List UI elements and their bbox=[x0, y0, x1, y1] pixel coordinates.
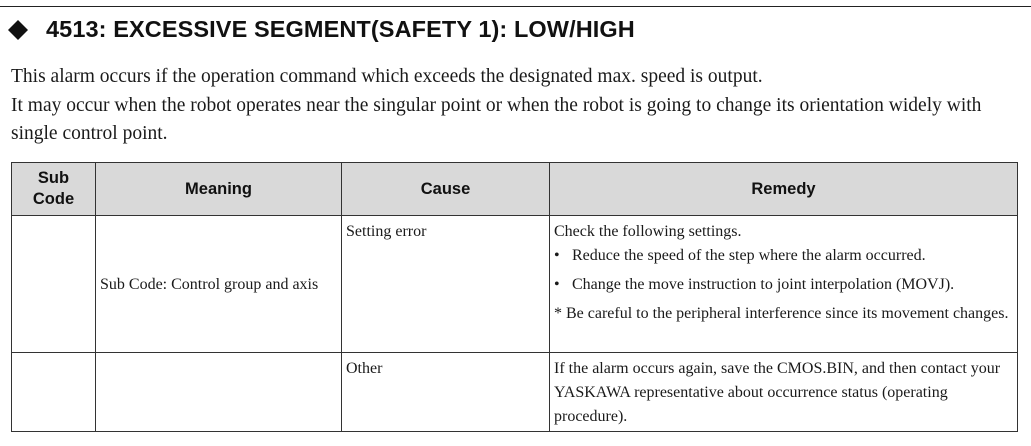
top-rule bbox=[0, 6, 1031, 7]
remedy-cell bbox=[550, 216, 1018, 353]
cause-cell: Setting error bbox=[342, 216, 550, 353]
remedy-intro: Check the following settings. bbox=[554, 223, 742, 240]
sub-code-cell bbox=[12, 353, 96, 432]
alarm-description bbox=[11, 63, 1021, 149]
header-meaning: Meaning bbox=[96, 163, 342, 216]
table-row bbox=[12, 353, 1018, 432]
remedy-bullet-text: Reduce the speed of the step where the alarm occurred. bbox=[572, 247, 926, 264]
header-sub-code-line1: Sub bbox=[37, 169, 70, 187]
header-cause: Cause bbox=[342, 163, 550, 216]
bullet-icon: • bbox=[554, 276, 560, 293]
remedy-bullet-text: Change the move instruction to joint interpolation (MOVJ). bbox=[572, 276, 955, 293]
alarm-title: 4513: EXCESSIVE SEGMENT(SAFETY 1): LOW/HIGH bbox=[46, 16, 635, 42]
header-sub-code-line2: Code bbox=[32, 190, 75, 208]
sub-code-cell bbox=[12, 216, 96, 353]
remedy-bullet bbox=[554, 244, 1013, 268]
remedy-cell: If the alarm occurs again, save the CMOS.BIN, and then contact your YASKAWA representative about occurrence status (operating procedure). bbox=[550, 353, 1018, 432]
cause-cell: Other bbox=[342, 353, 550, 432]
description-line-1: This alarm occurs if the operation command which exceeds the designated max. speed is output. bbox=[11, 66, 763, 87]
diamond-bullet-icon bbox=[8, 20, 28, 40]
alarm-heading bbox=[8, 16, 635, 43]
alarm-table bbox=[11, 162, 1018, 432]
meaning-cell: Sub Code: Control group and axis bbox=[96, 216, 342, 353]
table-header-row bbox=[12, 163, 1018, 216]
header-sub-code bbox=[12, 163, 96, 216]
remedy-bullet bbox=[554, 273, 1013, 297]
meaning-cell bbox=[96, 353, 342, 432]
description-line-2: It may occur when the robot operates near the singular point or when the robot is going to change its orientation widely with single control point. bbox=[11, 94, 982, 144]
header-remedy: Remedy bbox=[550, 163, 1018, 216]
table-row bbox=[12, 216, 1018, 353]
remedy-note: * Be careful to the peripheral interference since its movement changes. bbox=[554, 305, 1009, 322]
bullet-icon: • bbox=[554, 247, 560, 264]
